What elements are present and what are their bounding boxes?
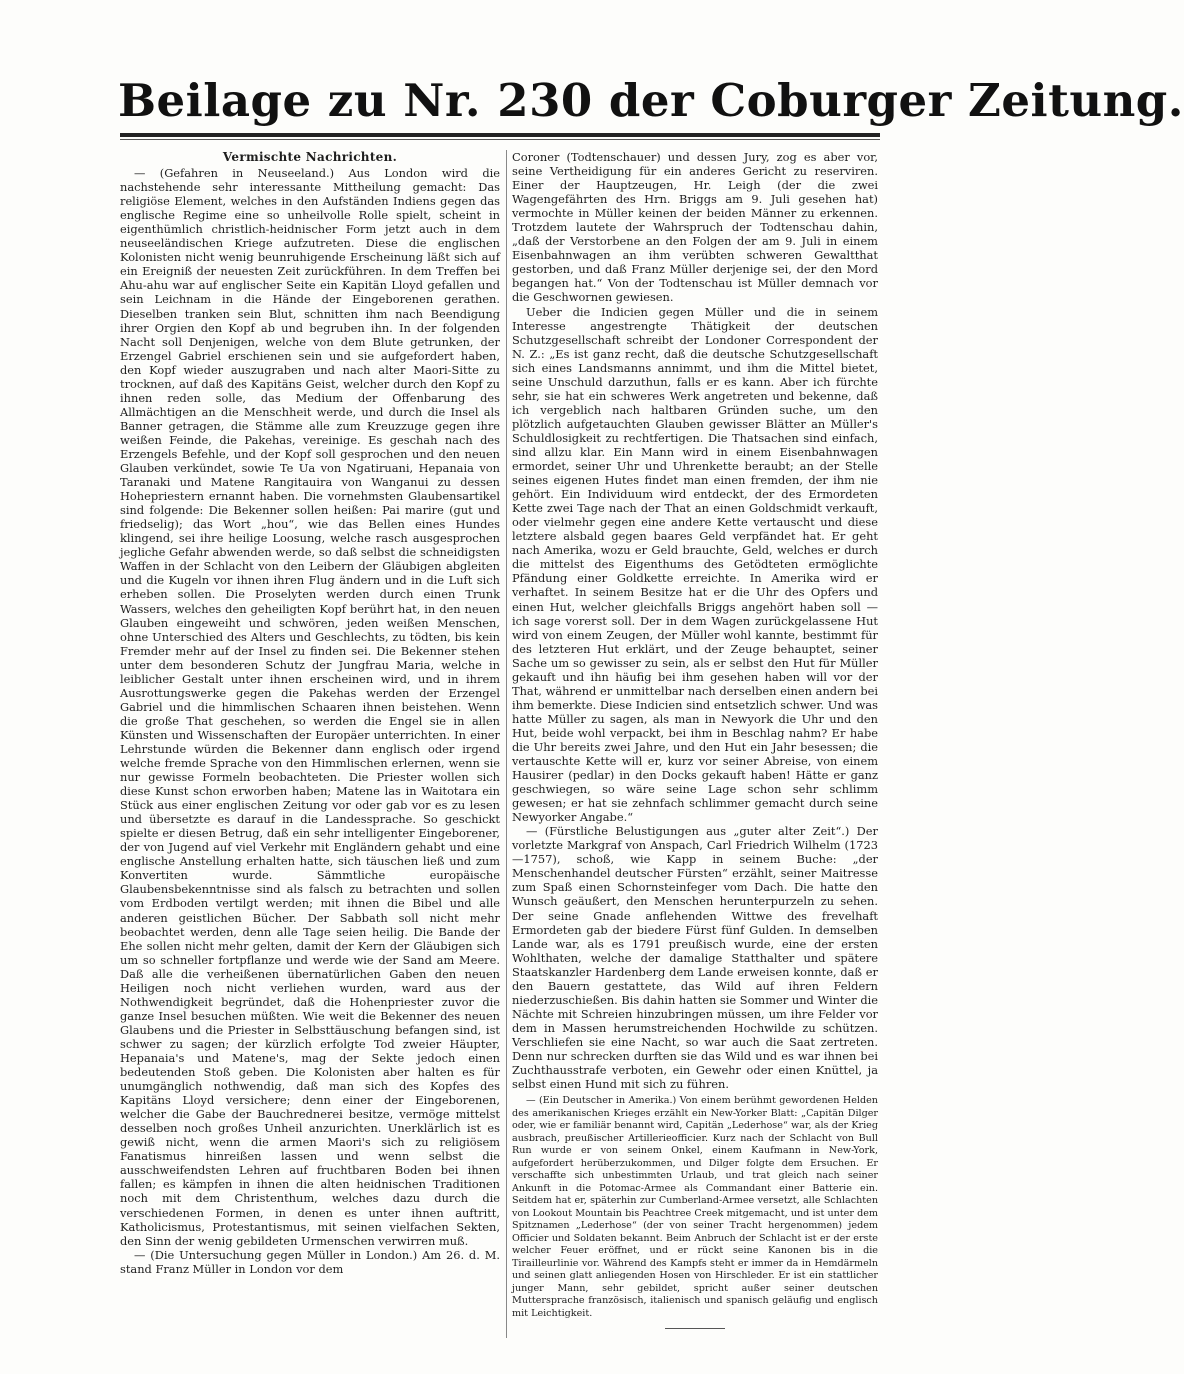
article-mueller-intro: — (Die Untersuchung gegen Müller in London.) Am 26. d. M. stand Franz Müller in London vor dem bbox=[120, 1247, 500, 1276]
column-divider bbox=[506, 150, 507, 1338]
article-princely-amusements: — (Fürstliche Belustigungen aus „guter alter Zeit“.) Der vorletzte Markgraf von Anspach, Carl Friedrich Wilhelm (1723—1757), schoß, wie Kapp in seinem Buche: „der Menschenhandel deutscher Fürsten“ erzählt, seiner Maitresse zum Spaß einen Schornsteinfeger vom Dach. Die hatte den Wunsch geäußert, den Menschen herunterpurzeln zu sehen. Der seine Gnade anflehenden Wittwe des frevelhaft Ermordeten gab der biedere Fürst fünf Gulden. In demselben Lande war, als es 1791 preußisch wurde, eine der ersten Wohlthaten, welche der damalige Statthalter und spätere Staatskanzler Hardenberg dem Lande erweisen konnte, daß er den Bauern gestattete, das Wild auf ihren Feldern niederzuschießen. Bis dahin hatten sie Sommer und Winter die Nächte mit Schreien hinzubringen müssen, um ihre Felder vor dem in Massen herumstreichenden Hochwilde zu schützen. Verschliefen sie eine Nacht, so war auch die Saat zertreten. Denn nur schrecken durften sie das Wild und es war ihnen bei Zuchthausstrafe verboten, ein Gewehr oder einen Knüttel, ja selbst einen Hund mit sich zu führen. bbox=[512, 824, 878, 1092]
article-german-in-america: — (Ein Deutscher in Amerika.) Von einem berühmt gewordenen Helden des amerikanischen Krieges erzählt ein New-Yorker Blatt: „Capitän Dilger oder, wie er familiär benannt wird, Capitän „Lederhose“ war, als der Krieg ausbrach, preußischer Artillerieofficier. Kurz nach der Schlacht von Bull Run wurde er von seinem Onkel, einem Kaufmann in New-York, aufgefordert herüberzukommen, und Dilger folgte dem Ersuchen. Er verschaffte sich unbestimmten Urlaub, und trat gleich nach seiner Ankunft in die Potomac-Armee als Commandant einer Batterie ein. Seitdem hat er, späterhin zur Cumberland-Armee versetzt, alle Schlachten von Lookout Mountain bis Peachtree Creek mitgemacht, und ist unter dem Spitznamen „Lederhose“ (der von seiner Tracht hergenommen) jedem Officier und Soldaten bekannt. Beim Anbruch der Schlacht ist er der erste welcher Feuer eröffnet, und er rückt seine Kanonen bis in die Tirailleurlinie vor. Während des Kampfs steht er immer da in Hemdärmeln und seinen glatt anliegenden Hosen von Hirschleder. Er ist ein stattlicher junger Mann, sehr gebildet, spricht außer seiner deutschen Muttersprache französisch, italienisch und spanisch geläufig und englisch mit Leichtigkeit. bbox=[512, 1095, 878, 1319]
article-new-zealand: — (Gefahren in Neuseeland.) Aus London wird die nachstehende sehr interessante Mittheilung gemacht: Das religiöse Element, welches in den Aufständen Indiens gegen das englische Regime eine so unheilvolle Rolle spielt, scheint in eigenthümlich christlich-heidnischer Form jetzt auch in dem neuseeländischen Kriege aufzutreten. Diese die englischen Kolonisten nicht wenig beunruhigende Erscheinung läßt sich auf ein Ereigniß der neuesten Zeit zurückführen. In dem Treffen bei Ahu-ahu war auf englischer Seite ein Kapitän Lloyd gefallen und sein Leichnam in die Hände der Eingeborenen gerathen. Dieselben tranken sein Blut, schnitten ihm nach Beendigung ihrer Orgien den Kopf ab und begruben ihn. In der folgenden Nacht soll Denjenigen, welche von dem Blute getrunken, der Erzengel Gabriel erschienen sein und sie aufgefordert haben, den Kopf wieder auszugraben und nach alter Maori-Sitte zu trocknen, auf daß des Kapitäns Geist, welcher durch den Kopf zu ihnen reden solle, das Medium der Offenbarung des Allmächtigen an die Menschheit werde, und durch die Insel als Banner getragen, die Stämme alle zum Kreuzzuge gegen ihre weißen Feinde, die Pakehas, vereinige. Es geschah nach des Erzengels Befehle, und der Kopf soll gesprochen und den neuen Glauben verkündet, sowie Te Ua von Ngatiruani, Hepanaia von Taranaki und Matene Rangitauira von Wanganui zu dessen Hohepriestern ernannt haben. Die vornehmsten Glaubensartikel sind folgende: Die Bekenner sollen heißen: Pai marire (gut und friedselig); das Wort „hou“, wie das Bellen eines Hundes klingend, sei ihre heilige Loosung, welche rasch ausgesprochen jegliche Gefahr abwenden werde, so daß selbst die schneidigsten Waffen in der Schlacht von den Leibern der Gläubigen abgleiten und die Kugeln vor ihnen ihren Flug ändern und in die Luft sich erheben sollen. Die Proselyten werden durch einen Trunk Wassers, welches den geheiligten Kopf berührt hat, in den neuen Glauben eingeweiht und schwören, jeden weißen Menschen, ohne Unterschied des Alters und Geschlechts, zu tödten, bis kein Fremder mehr auf der Insel zu finden sei. Die Bekenner stehen unter dem besonderen Schutz der Jungfrau Maria, welche in leiblicher Gestalt unter ihnen erscheinen wird, und in ihrem Ausrottungswerke gegen die Pakehas werden der Erzengel Gabriel und die himmlischen Schaaren ihnen beistehen. Wenn die große That geschehen, so werden die Engel sie in allen Künsten und Wissenschaften der Europäer unterrichten. In einer Lehrstunde würden die Bekenner dann englisch oder irgend welche fremde Sprache von den Himmlischen erlernen, wenn sie nur gewisse Formeln beobachteten. Die Priester wollen sich diese Kunst schon erworben haben; Matene las in Waitotara ein Stück aus einer englischen Zeitung vor oder gab vor es zu lesen und übersetzte es darauf in die Landessprache. So geschickt spielte er diesen Betrug, daß ein sehr intelligenter Eingeborener, der von Jugend auf viel Verkehr mit Engländern gehabt und eine englische Anstellung erhalten hatte, sich täuschen ließ und zum Konvertiten wurde. Sämmtliche europäische Glaubensbekenntnisse sind als falsch zu betrachten und sollen vom Erdboden vertilgt werden; mit ihnen die Bibel und alle anderen geistlichen Bücher. Der Sabbath soll nicht mehr beobachtet werden, denn alle Tage seien heilig. Die Bande der Ehe sollen nicht mehr gelten, damit der Kern der Gläubigen sich um so schneller fortpflanze und werde wie der Sand am Meere. Daß alle die verheißenen übernatürlichen Gaben den neuen Heiligen noch nicht verliehen wurden, ward aus der Nothwendigkeit begründet, daß die Hohenpriester zuvor die ganze Insel besuchen müßten. Wie weit die Bekenner des neuen Glaubens und die Priester in Selbsttäuschung befangen sind, ist schwer zu sagen; der kürzlich erfolgte Tod zweier Häupter, Hepanaia's und Matene's, mag der Sekte jedoch einen bedeutenden Stoß geben. Die Kolonisten aber halten es für unumgänglich nothwendig, daß man sich des Kopfes des Kapitäns Lloyd versichere; denn einer der Eingeborenen, welcher die Gabe der Bauchrednerei besitze, vermöge mittelst desselben noch großes Unheil anzurichten. Unerklärlich ist es gewiß nicht, wenn die armen Maori's sich zu religiösem Fanatismus hinreißen lassen und wenn selbst die ausschweifendsten Lehren auf fruchtbaren Boden bei ihnen fallen; es kämpfen in ihnen die alten heidnischen Traditionen noch mit dem Christenthum, welches dazu durch die verschiedenen Formen, in denen es unter ihnen auftritt, Katholicismus, Protestantismus, mit seinen vielfachen Sekten, den Sinn der wenig gebildeten Urmenschen verwirren muß. bbox=[120, 166, 500, 1248]
section-heading: Vermischte Nachrichten. bbox=[222, 150, 398, 164]
article-mueller-evidence: Ueber die Indicien gegen Müller und die in seinem Interesse angestrengte Thätigkeit der deutschen Schutzgesellschaft schreibt der Londoner Correspondent der N. Z.: „Es ist ganz recht, daß die deutsche Schutzgesellschaft sich eines Landsmanns annimmt, und ihm die Mittel bietet, seine Unschuld darzuthun, falls er es kann. Aber ich fürchte sehr, sie hat ein schweres Werk angetreten und bekenne, daß ich vergeblich nach haltbaren Gründen suche, um den plötzlich aufgetauchten Glauben gewisser Blätter an Müller's Schuldlosigkeit zu rechtfertigen. Die Thatsachen sind einfach, sind allzu klar. Ein Mann wird in einem Eisenbahnwagen ermordet, seiner Uhr und Uhrenkette beraubt; an der Stelle seines eigenen Hutes findet man einen fremden, der ihm nie gehört. Ein Individuum wird entdeckt, der des Ermordeten Kette zwei Tage nach der That an einen Goldschmidt verkauft, oder vielmehr gegen eine andere Kette vertauscht und diese letztere alsbald gegen baares Geld verpfändet hat. Er geht nach Amerika, wozu er Geld brauchte, Geld, welches er durch die mittelst des Eigenthums des Getödteten ermöglichte Pfändung einer Goldkette erreichte. In Amerika wird er verhaftet. In seinem Besitze hat er die Uhr des Opfers und einen Hut, welcher gleichfalls Briggs angehört haben soll — ich sage vorerst soll. Der in dem Wagen zurückgelassene Hut wird von einem Zeugen, der Müller wohl kannte, bestimmt für des letzteren Hut erklärt, und der Zeuge behauptet, seiner Sache um so gewisser zu sein, als er selbst den Hut für Müller gekauft und ihn häufig bei ihm gesehen haben will vor der That, während er unmittelbar nach derselben einen andern bei ihm bemerkte. Diese Indicien sind entsetzlich schwer. Und was hatte Müller zu sagen, als man in Newyork die Uhr und den Hut, beide wohl verpackt, bei ihm in Beschlag nahm? Er habe die Uhr bereits zwei Jahre, und den Hut ein Jahr besessen; die vertauschte Kette will er, kurz vor seiner Abreise, von einem Hausirer (pedlar) in den Docks gekauft haben! Hätte er ganz geschwiegen, so wäre seine Lage schon sehr schlimm gewesen; er hat sie zehnfach schlimmer gemacht durch seine Newyorker Angabe.“ bbox=[512, 304, 878, 825]
masthead-rule-thin bbox=[120, 139, 880, 140]
masthead-rule bbox=[120, 133, 880, 137]
article-mueller-continued: Coroner (Todtenschauer) und dessen Jury, zog es aber vor, seine Vertheidigung für ein anderes Gericht zu reserviren. Einer der Hauptzeugen, Hr. Leigh (der die zwei Wagengefährten des Hrn. Briggs am 9. Juli gesehen hat) vermochte in Müller keinen der beiden Männer zu erkennen. Trotzdem lautete der Wahrspruch der Todtenschau dahin, „daß der Verstorbene an den Folgen der am 9. Juli in einem Eisenbahnwagen an ihm verübten schweren Gewaltthat gestorben, und daß Franz Müller derjenige sei, der den Mord begangen hat.“ Von der Todtenschau ist Müller demnach vor die Geschwornen gewiesen. bbox=[512, 150, 878, 305]
masthead-title: Beilage zu Nr. 230 der Coburger Zeitung. bbox=[118, 74, 1184, 127]
right-column bbox=[512, 150, 878, 1329]
left-column bbox=[120, 150, 500, 1276]
end-rule bbox=[665, 1328, 725, 1329]
